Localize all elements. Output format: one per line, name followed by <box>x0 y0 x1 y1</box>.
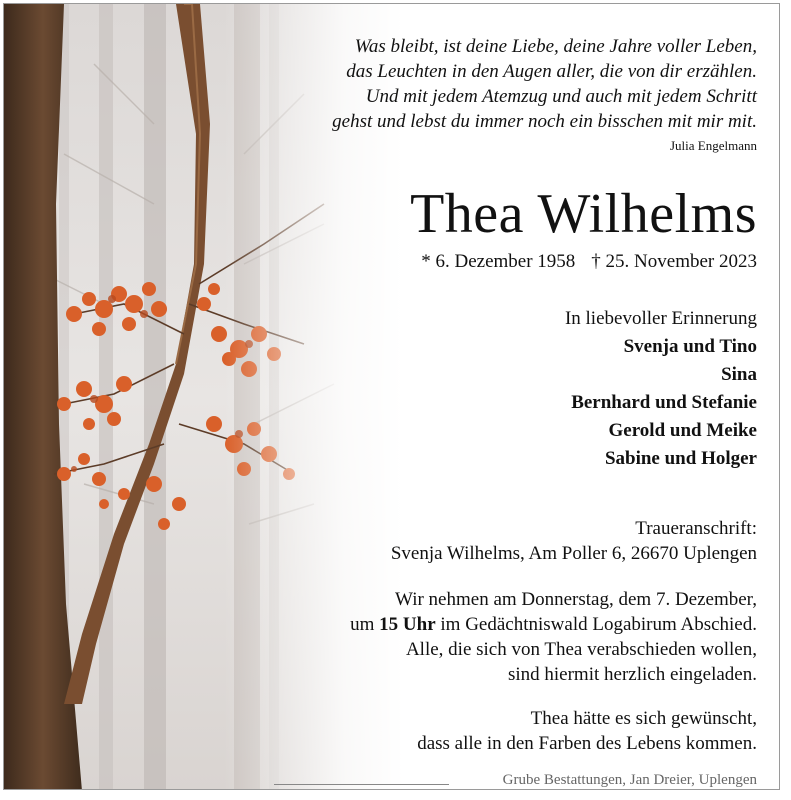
address-value: Svenja Wilhelms, Am Poller 6, 26670 Uplengen <box>390 543 757 564</box>
mourning-address <box>237 516 757 566</box>
quote-line: Und mit jedem Atemzug und auch mit jedem Schritt <box>365 86 757 107</box>
farewell-line: Wir nehmen am Donnerstag, dem 7. Dezember, <box>395 589 757 610</box>
farewell-text: im Gedächtniswald Logabirum Abschied. <box>435 614 757 635</box>
death-date: † 25. November 2023 <box>591 251 757 272</box>
farewell-line <box>237 612 757 637</box>
closing-wish <box>237 706 757 756</box>
mourner-name: Bernhard und Stefanie <box>571 392 757 413</box>
quote-line: Was bleibt, ist deine Liebe, deine Jahre voller Leben, <box>354 36 757 57</box>
mourners-list <box>337 304 757 473</box>
mourner-name: Gerold und Meike <box>608 420 757 441</box>
text-column <box>237 4 757 790</box>
obituary-card <box>3 3 780 790</box>
birth-date: * 6. Dezember 1958 <box>421 251 576 272</box>
quote-line: das Leuchten in den Augen aller, die von dir erzählen. <box>346 61 757 82</box>
quote-line: gehst und lebst du immer noch ein bisschen mit mir mit. <box>332 111 757 132</box>
closing-line: dass alle in den Farben des Lebens kommen. <box>417 733 757 754</box>
undertaker-credit: Grube Bestattungen, Jan Dreier, Uplengen <box>497 771 757 789</box>
farewell-line: sind hiermit herzlich eingeladen. <box>507 664 757 685</box>
address-label: Traueranschrift: <box>635 518 757 539</box>
farewell-text: um <box>350 614 380 635</box>
farewell-notice <box>237 587 757 687</box>
divider <box>274 784 449 785</box>
mourner-name: Sina <box>721 364 757 385</box>
life-dates <box>421 250 757 274</box>
poem-quote <box>237 34 757 155</box>
mourner-name: Svenja und Tino <box>623 336 757 357</box>
mourners-intro: In liebevoller Erinnerung <box>564 308 757 329</box>
closing-line: Thea hätte es sich gewünscht, <box>530 708 757 729</box>
mourner-name: Sabine und Holger <box>604 448 757 469</box>
quote-author: Julia Engelmann <box>669 138 757 153</box>
farewell-time: 15 Uhr <box>379 614 436 635</box>
farewell-line: Alle, die sich von Thea verabschieden wollen, <box>405 639 757 660</box>
deceased-name: Thea Wilhelms <box>410 183 757 245</box>
